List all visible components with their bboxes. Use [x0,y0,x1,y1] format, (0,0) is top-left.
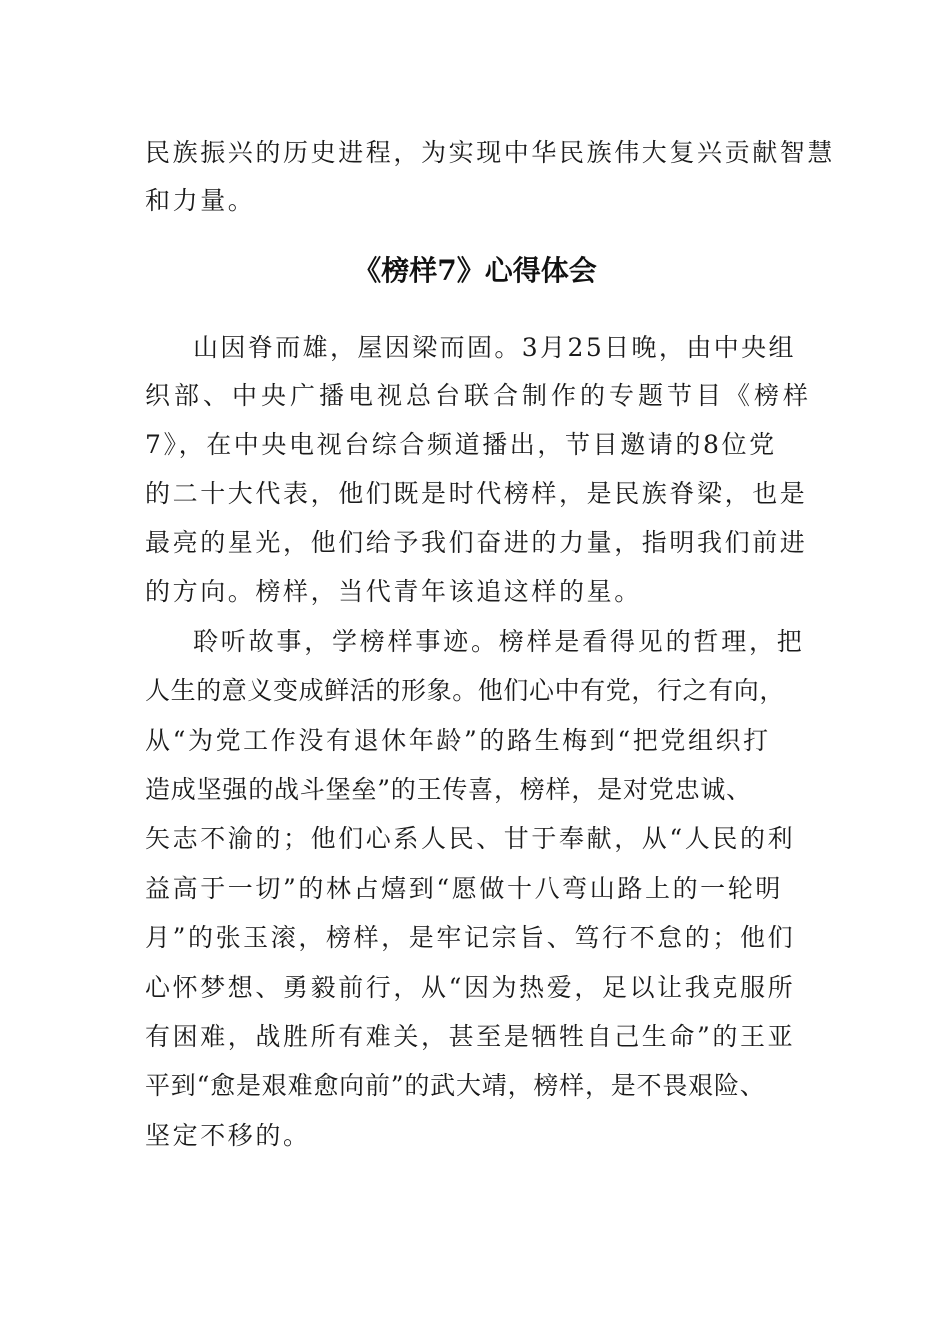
paragraph2-line-8: 心怀梦想、勇毅前行，从“因为热爱，足以让我克服所 [145,973,796,1002]
paragraph2-line-6: 益高于一切”的林占熺到“愿做十八弯山路上的一轮明 [145,874,783,903]
paragraph1-line-4: 的二十大代表，他们既是时代榜样，是民族脊梁，也是 [145,479,808,508]
paragraph1-line-5: 最亮的星光，他们给予我们奋进的力量，指明我们前进 [145,528,808,557]
paragraph2-line-5: 矢志不渝的；他们心系人民、甘于奉献，从“人民的利 [145,824,796,853]
paragraph2-line-11: 坚定不移的。 [145,1121,311,1150]
paragraph1-line-6: 的方向。榜样，当代青年该追这样的星。 [145,577,642,606]
page-title: 《榜样7》心得体会 [353,254,597,287]
paragraph1-line-2: 织部、中央广播电视总台联合制作的专题节目《榜样 [145,381,813,410]
paragraph2-line-3: 从“为党工作没有退休年龄”的路生梅到“把党组织打 [145,726,771,755]
paragraph2-line-7: 月”的张玉滚，榜样，是牢记宗旨、笃行不怠的；他们 [145,923,796,952]
paragraph2-line-2: 人生的意义变成鲜活的形象。他们心中有党，行之有向， [145,676,786,705]
paragraph2-line-10: 平到“愈是艰难愈向前”的武大靖，榜样，是不畏艰险、 [145,1071,766,1100]
paragraph1-line-1: 山因脊而雄，屋因梁而固。3月25日晚，由中央组 [193,333,796,362]
paragraph2-line-1: 聆听故事，学榜样事迹。榜样是看得见的哲理，把 [193,627,805,656]
continuation-line-1: 民族振兴的历史进程，为实现中华民族伟大复兴贡献智慧 [145,138,836,167]
paragraph2-line-4: 造成坚强的战斗堡垒”的王传喜，榜样，是对党忠诚、 [145,775,752,804]
continuation-line-2: 和力量。 [145,186,256,215]
paragraph2-line-9: 有困难，战胜所有难关，甚至是牺牲自己生命”的王亚 [145,1022,796,1051]
paragraph1-line-3: 7》，在中央电视台综合频道播出，节目邀请的8位党 [145,430,777,459]
